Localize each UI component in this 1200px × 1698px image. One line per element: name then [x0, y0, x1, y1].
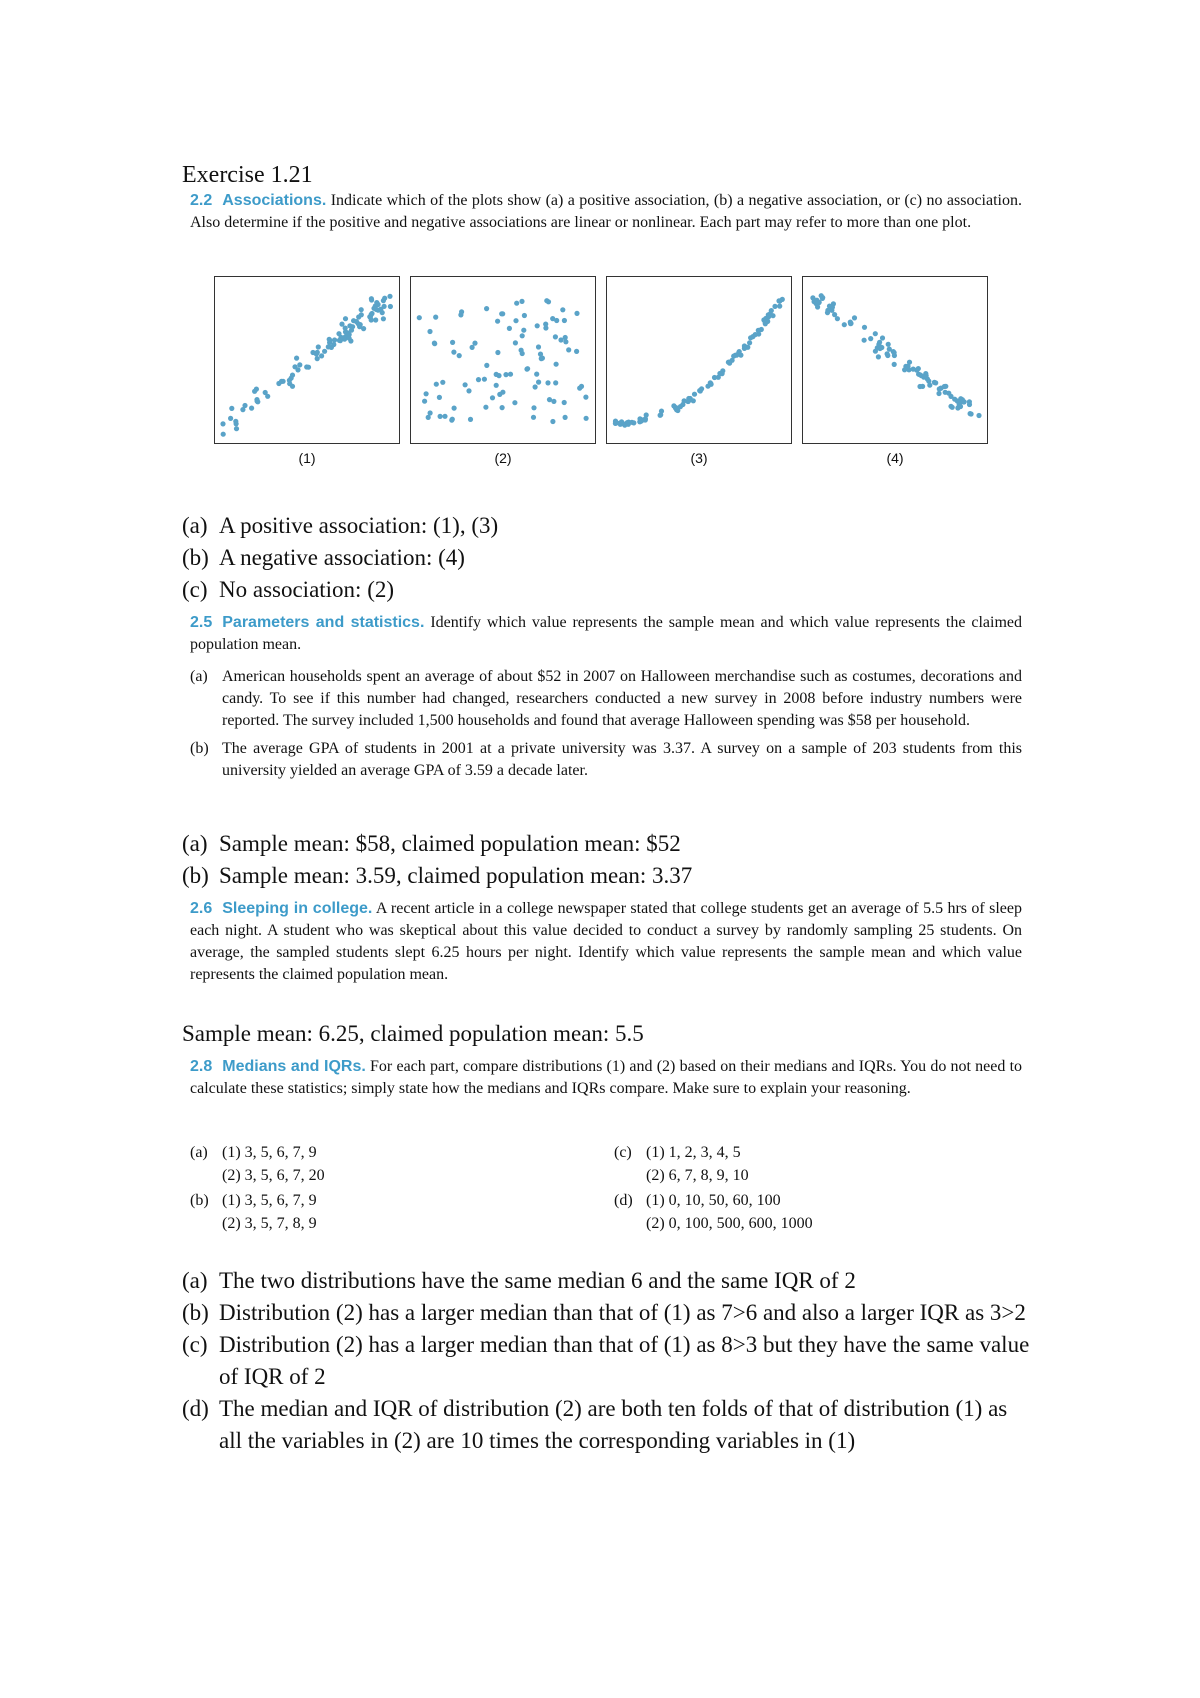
scatter-point [336, 331, 341, 336]
scatter-point [540, 356, 545, 361]
answer-2-8-c [182, 1329, 1032, 1393]
scatter-point [868, 336, 873, 341]
scatterplot-2 [410, 276, 596, 444]
scatter-point [813, 298, 818, 303]
distribution-2: (2) 3, 5, 6, 7, 20 [222, 1167, 325, 1184]
scatter-point [830, 305, 835, 310]
scatter-point [756, 331, 761, 336]
scatter-point [343, 316, 348, 321]
scatter-point [535, 323, 540, 328]
scatter-point [290, 384, 295, 389]
scatter-point [574, 349, 579, 354]
scatter-point [772, 304, 777, 309]
answer-text: No association: (2) [219, 577, 395, 602]
scatter-point [948, 394, 953, 399]
scatter-point [331, 342, 336, 347]
answer-2-2-c [182, 574, 394, 606]
scatter-point [520, 333, 525, 338]
scatter-point [221, 432, 226, 437]
answer-text: A negative association: (4) [219, 545, 465, 570]
problem-number: 2.5 [190, 614, 213, 631]
scatter-point [522, 313, 527, 318]
scatter-point [918, 372, 923, 377]
scatter-point [466, 388, 471, 393]
scatter-point [438, 414, 443, 419]
scatter-point [916, 366, 921, 371]
scatter-point [579, 384, 584, 389]
scatter-point [459, 309, 464, 314]
problem-part [190, 666, 1022, 732]
problem-text: Identify which value represents the sample mean and which value represents the claimed population mean. [190, 614, 1022, 653]
scatter-point [347, 332, 352, 337]
part-text: The average GPA of students in 2001 at a private university was 3.37. A survey on a sample of 203 students from this university yielded an average GPA of 3.59 a decade later. [222, 740, 1022, 779]
scatter-point [500, 390, 505, 395]
answer-text: The two distributions have the same median 6 and the same IQR of 2 [219, 1268, 856, 1293]
scatter-point [424, 391, 429, 396]
scatter-point [563, 415, 568, 420]
scatter-point [310, 350, 315, 355]
distribution-2: (2) 6, 7, 8, 9, 10 [646, 1167, 749, 1184]
scatter-point [885, 351, 890, 356]
problem-2-6 [190, 898, 1022, 986]
scatter-point [351, 318, 356, 323]
answer-label: (a) [182, 831, 208, 856]
scatter-point [550, 419, 555, 424]
answer-text: Sample mean: 3.59, claimed population mean: 3.37 [219, 863, 693, 888]
scatter-point [514, 301, 519, 306]
scatter-point [437, 395, 442, 400]
problem-2-8 [190, 1056, 1022, 1100]
scatterplot-1 [214, 276, 400, 444]
scatter-point [343, 326, 348, 331]
scatter-point [536, 344, 541, 349]
scatter-point [294, 356, 299, 361]
scatter-point [531, 405, 536, 410]
scatter-point [369, 296, 374, 301]
scatter-point [682, 398, 687, 403]
scatter-point [449, 418, 454, 423]
answer-label: (c) [182, 1332, 208, 1357]
scatter-point [560, 307, 565, 312]
scatter-point [562, 318, 567, 323]
scatter-point [315, 356, 320, 361]
part-label: (b) [190, 740, 209, 757]
problem-2-5 [190, 612, 1022, 782]
distribution-1: (1) 3, 5, 6, 7, 9 [222, 1144, 317, 1161]
answer-2-5-a [182, 828, 681, 860]
problem-number: 2.6 [190, 900, 213, 917]
distribution-2: (2) 3, 5, 7, 8, 9 [222, 1215, 317, 1232]
scatter-point [639, 419, 644, 424]
scatter-point [483, 405, 488, 410]
scatter-point [614, 420, 619, 425]
scatter-point [287, 378, 292, 383]
answer-label: (c) [182, 577, 208, 602]
scatter-point [875, 345, 880, 350]
scatter-point [368, 314, 373, 319]
plot-label: (2) [494, 450, 512, 466]
scatter-point [519, 348, 524, 353]
scatter-point [387, 294, 392, 299]
scatter-point [228, 416, 233, 421]
scatter-point [427, 329, 432, 334]
scatter-point [290, 373, 295, 378]
scatter-point [381, 298, 386, 303]
scatter-point [254, 387, 259, 392]
distributions-right [614, 1141, 813, 1235]
scatter-point [432, 341, 437, 346]
scatter-point [524, 367, 529, 372]
scatter-point [675, 408, 680, 413]
scatter-point [319, 353, 324, 358]
scatter-point [263, 390, 268, 395]
scatter-point [876, 354, 881, 359]
scatter-point [512, 400, 517, 405]
distribution-pair-d [614, 1189, 813, 1235]
scatter-point [381, 316, 386, 321]
scatter-point [626, 420, 631, 425]
scatter-point [533, 384, 538, 389]
scatter-point [434, 382, 439, 387]
problem-title: Sleeping in college. [222, 900, 373, 917]
scatter-point [763, 320, 768, 325]
scatter-point [943, 390, 948, 395]
scatter-point [513, 340, 518, 345]
distribution-1: (1) 1, 2, 3, 4, 5 [646, 1144, 741, 1161]
scatter-point [936, 391, 941, 396]
scatter-point [558, 337, 563, 342]
scatterplot-4 [802, 276, 988, 444]
scatter-point [350, 324, 355, 329]
problem-number: 2.2 [190, 192, 213, 209]
scatter-point [500, 405, 505, 410]
distribution-pair-b [190, 1189, 325, 1235]
scatter-point [233, 419, 238, 424]
scatter-point [887, 347, 892, 352]
scatter-point [484, 363, 489, 368]
scatter-point [452, 406, 457, 411]
scatter-point [742, 343, 747, 348]
distribution-2: (2) 0, 100, 500, 600, 1000 [646, 1215, 813, 1232]
scatter-point [815, 304, 820, 309]
scatter-point [417, 315, 422, 320]
distribution-pair-c [614, 1141, 813, 1187]
scatter-point [503, 372, 508, 377]
scatter-point [281, 379, 286, 384]
problem-text: A recent article in a college newspaper stated that college students get an average of 5.5 hrs of sleep each night. A student who was skeptical about this value decided to conduct a survey by randomly sampling 25 students. On average, the sampled students slept 6.25 hours per night. Identify which value represents the sample mean and which value represents the claimed population mean. [190, 900, 1022, 983]
scatter-point [705, 384, 710, 389]
part-text: American households spent an average of about $52 in 2007 on Halloween merchandise such as costumes, decorations and candy. To see if this number had changed, researchers conducted a new survey in 2008 before industry numbers were reported. The survey included 1,500 households and found that average Halloween spending was $58 per household. [222, 668, 1022, 729]
answer-2-5-b [182, 860, 692, 892]
problem-part [190, 738, 1022, 782]
scatter-point [332, 337, 337, 342]
scatter-point [574, 311, 579, 316]
answer-text: The median and IQR of distribution (2) are both ten folds of that of distribution (1) as all the variables in (2) are 10 times the corresponding variables in (1) [219, 1396, 1008, 1453]
distribution-1: (1) 0, 10, 50, 60, 100 [646, 1192, 781, 1209]
scatter-point [508, 372, 513, 377]
problem-number: 2.8 [190, 1058, 213, 1075]
scatter-point [720, 371, 725, 376]
scatter-point [862, 325, 867, 330]
distribution-1: (1) 3, 5, 6, 7, 9 [222, 1192, 317, 1209]
scatter-point [521, 328, 526, 333]
problem-2-2 [190, 190, 1022, 234]
part-label: (a) [190, 1144, 208, 1161]
scatter-point [825, 308, 830, 313]
scatter-point [322, 349, 327, 354]
scatterplot-3 [606, 276, 792, 444]
scatter-point [644, 412, 649, 417]
plot-label: (4) [886, 450, 904, 466]
answers-2-8 [182, 1265, 1032, 1457]
scatter-point [658, 413, 663, 418]
answer-2-2-b [182, 542, 465, 574]
answer-label: (a) [182, 513, 208, 538]
scatter-point [513, 318, 518, 323]
problem-title: Parameters and statistics. [222, 614, 425, 631]
scatter-point [326, 344, 331, 349]
scatter-point [563, 339, 568, 344]
distributions-left [190, 1141, 325, 1235]
scatter-point [750, 334, 755, 339]
problem-text: For each part, compare distributions (1) and (2) based on their medians and IQRs. You do not need to calculate these statistics; simply state how the medians and IQRs compare. Make sure to explain your reasoning. [190, 1058, 1023, 1097]
scatter-point [327, 337, 332, 342]
scatter-point [547, 397, 552, 402]
scatter-point [451, 350, 456, 355]
scatter-point [911, 367, 916, 372]
scatter-point [671, 403, 676, 408]
answer-label: (d) [182, 1396, 209, 1421]
scatter-point [468, 417, 473, 422]
scatter-point [736, 350, 741, 355]
answer-label: (a) [182, 1268, 208, 1293]
scatter-point [463, 382, 468, 387]
answer-2-8-d [182, 1393, 1032, 1457]
scatter-point [820, 295, 825, 300]
answer-label: (b) [182, 863, 209, 888]
exercise-heading: Exercise 1.21 [182, 162, 313, 188]
scatter-point [249, 406, 254, 411]
scatter-point [583, 395, 588, 400]
scatter-point [507, 326, 512, 331]
scatter-point [873, 331, 878, 336]
scatter-point [619, 419, 624, 424]
scatter-point [373, 317, 378, 322]
scatter-point [584, 416, 589, 421]
scatter-point [470, 345, 475, 350]
scatter-point [536, 380, 541, 385]
scatter-point [422, 399, 427, 404]
scatter-point [553, 334, 558, 339]
answer-2-2-a [182, 510, 498, 542]
problem-title: Medians and IQRs. [222, 1058, 366, 1075]
scatter-point [976, 413, 981, 418]
scatter-point [450, 340, 455, 345]
scatter-point [886, 342, 891, 347]
scatter-point [472, 341, 477, 346]
scatter-point [255, 399, 260, 404]
scatter-point [220, 421, 225, 426]
scatter-point [905, 365, 910, 370]
scatter-point [747, 340, 752, 345]
scatter-point [490, 395, 495, 400]
scatter-point [927, 383, 932, 388]
scatter-point [545, 380, 550, 385]
distribution-pair-a [190, 1141, 325, 1187]
scatter-point [892, 350, 897, 355]
scatter-point [531, 415, 536, 420]
scatter-point [316, 344, 321, 349]
scatter-point [499, 311, 504, 316]
scatter-point [933, 380, 938, 385]
scatter-point [780, 297, 785, 302]
scatter-point [553, 380, 558, 385]
scatter-point [770, 313, 775, 318]
scatter-point [759, 327, 764, 332]
scatter-point [382, 304, 387, 309]
scatter-point [543, 322, 548, 327]
scatter-point [842, 322, 847, 327]
scatter-point [967, 402, 972, 407]
scatter-point [374, 300, 379, 305]
plot-label: (3) [690, 450, 708, 466]
scatter-point [482, 377, 487, 382]
scatter-point [234, 426, 239, 431]
scatter-point [356, 321, 361, 326]
answer-label: (b) [182, 545, 209, 570]
answer-text: Sample mean: $58, claimed population mean: $52 [219, 831, 681, 856]
scatter-point [692, 392, 697, 397]
scatter-point [306, 365, 311, 370]
scatter-point [852, 315, 857, 320]
scatter-point [388, 304, 393, 309]
scatter-point [295, 367, 300, 372]
scatter-point [442, 414, 447, 419]
scatter-point [428, 410, 433, 415]
problem-text: Indicate which of the plots show (a) a positive association, (b) a negative association, or (c) no association. Also determine if the positive and negative associations are linear or nonlinear. Each part may refer to more than one plot. [190, 192, 1022, 231]
scatter-point [691, 398, 696, 403]
scatter-point [892, 362, 897, 367]
scatter-point [880, 335, 885, 340]
plot-label: (1) [298, 450, 316, 466]
scatter-point [371, 306, 376, 311]
scatter-point [957, 401, 962, 406]
answer-label: (b) [182, 1300, 209, 1325]
scatter-point [712, 375, 717, 380]
answer-text: Distribution (2) has a larger median than that of (1) as 7>6 and also a larger IQR as 3>2 [219, 1300, 1026, 1325]
scatter-point [969, 411, 974, 416]
scatter-point [495, 319, 500, 324]
answer-2-8-a [182, 1265, 1032, 1297]
scatter-point [359, 312, 364, 317]
scatter-point [550, 316, 555, 321]
scatter-point [359, 307, 364, 312]
scatter-point [835, 316, 840, 321]
scatter-point [948, 404, 953, 409]
scatter-point [726, 360, 731, 365]
scatter-point [496, 373, 501, 378]
part-label: (c) [614, 1144, 632, 1161]
answer-text: A positive association: (1), (3) [219, 513, 499, 538]
scatter-point [554, 362, 559, 367]
answer-2-8-b [182, 1297, 1032, 1329]
scatter-point [862, 338, 867, 343]
answer-text: Distribution (2) has a larger median than that of (1) as 8>3 but they have the same value of IQR of 2 [219, 1332, 1030, 1389]
scatter-point [566, 347, 571, 352]
scatter-point [519, 299, 524, 304]
problem-title: Associations. [222, 192, 327, 209]
scatter-point [942, 384, 947, 389]
scatter-point [848, 320, 853, 325]
scatter-point [440, 380, 445, 385]
scatter-point [544, 298, 549, 303]
scatter-point [937, 386, 942, 391]
scatter-point [699, 386, 704, 391]
answer-2-6: Sample mean: 6.25, claimed population mean: 5.5 [182, 1021, 644, 1046]
scatter-point [562, 400, 567, 405]
scatter-point [925, 376, 930, 381]
scatter-point [433, 315, 438, 320]
scatter-point [476, 377, 481, 382]
scatter-point [920, 384, 925, 389]
part-label: (b) [190, 1192, 209, 1209]
scatter-point [484, 306, 489, 311]
scatter-point [494, 383, 499, 388]
scatter-point [341, 335, 346, 340]
part-label: (a) [190, 668, 208, 685]
scatter-point [495, 350, 500, 355]
scatter-point [534, 372, 539, 377]
part-label: (d) [614, 1192, 633, 1209]
scatter-point [242, 403, 247, 408]
scatter-point [229, 406, 234, 411]
scatter-point [457, 353, 462, 358]
scatter-point [777, 304, 782, 309]
scatter-point [380, 310, 385, 315]
scatter-point [297, 362, 302, 367]
